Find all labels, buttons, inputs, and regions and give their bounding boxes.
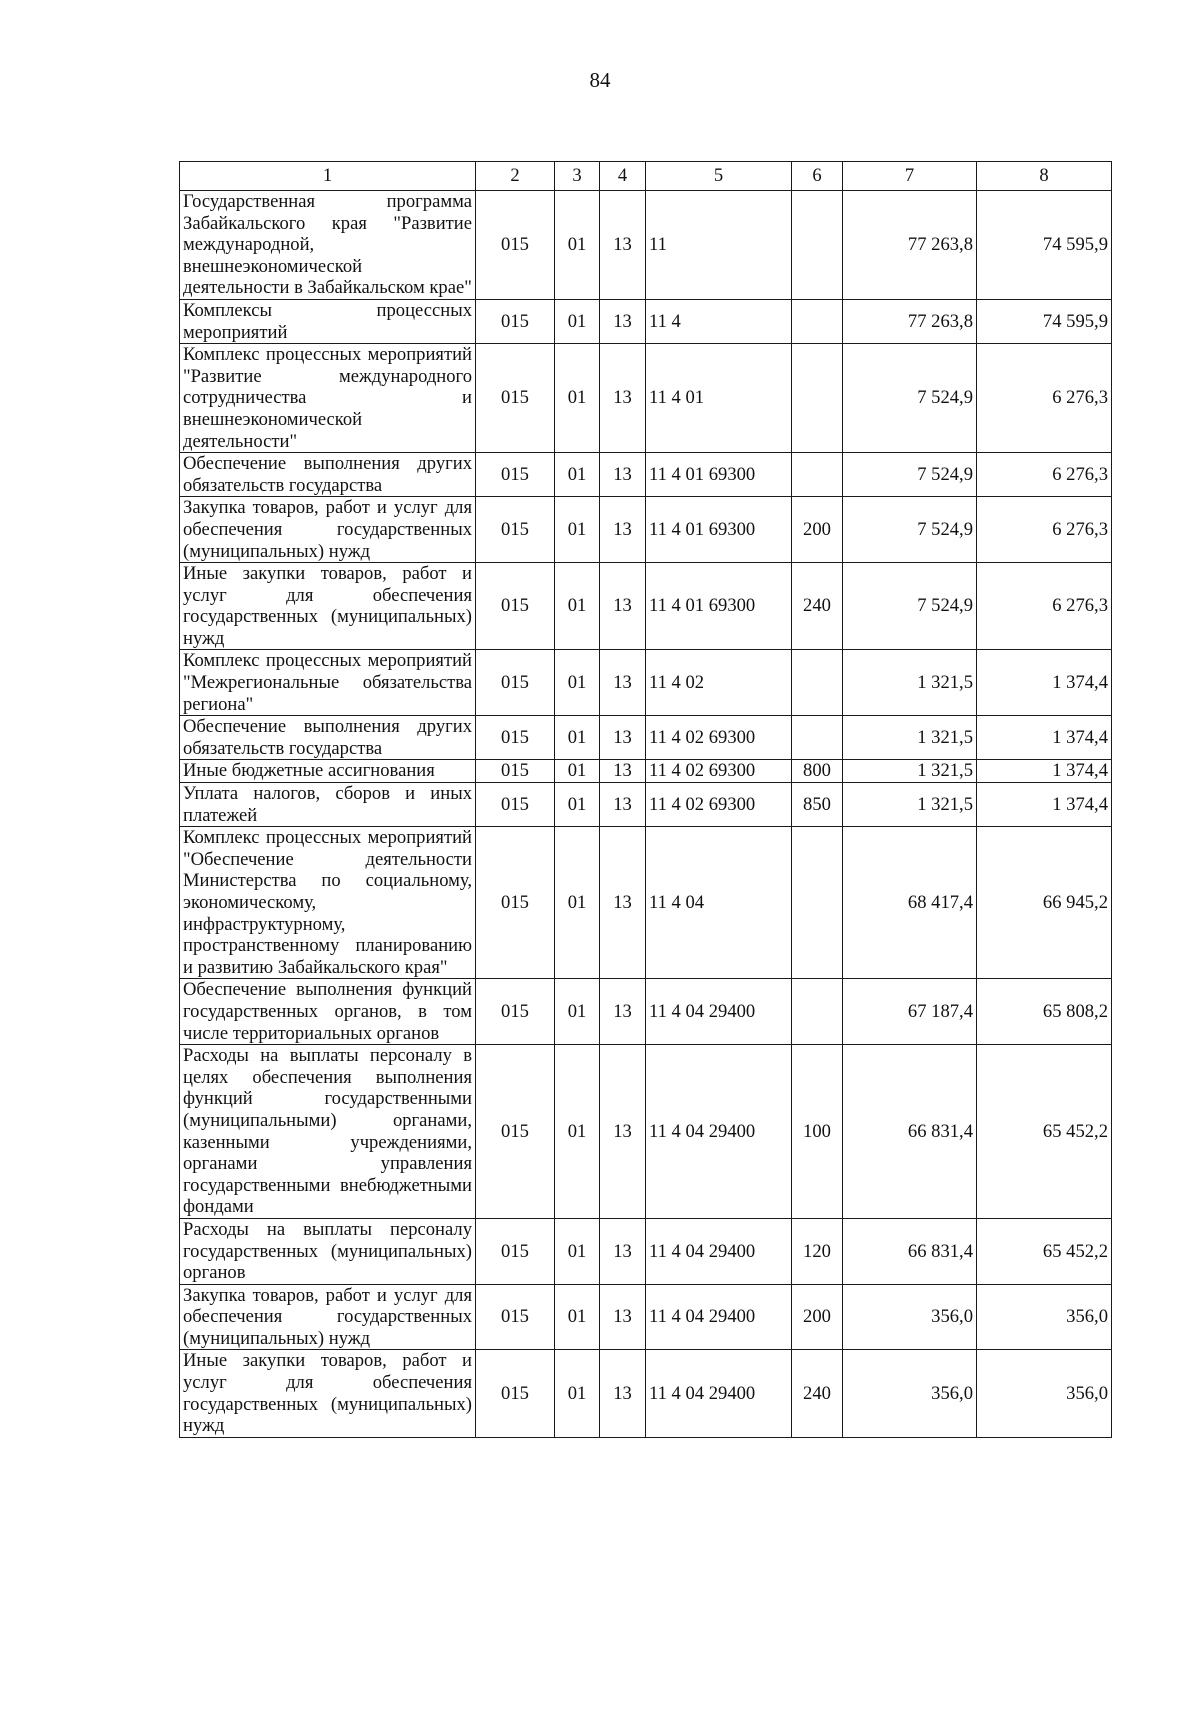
- table-row: [180, 1045, 1112, 1219]
- expense-type-cell: [792, 716, 843, 760]
- target-article-cell: 11 4 02: [646, 650, 792, 716]
- amount-year2-cell: 1 374,4: [977, 716, 1112, 760]
- subsection-code-cell: 13: [600, 191, 646, 300]
- target-article-cell: 11 4 04 29400: [646, 979, 792, 1045]
- expense-type-cell: [792, 299, 843, 343]
- amount-year1-cell: 66 831,4: [843, 1218, 977, 1284]
- amount-year2-cell: 6 276,3: [977, 344, 1112, 453]
- item-name-cell: Иные закупки товаров, работ и услуг для обеспечения государственных (муниципальных) нужд: [180, 563, 476, 650]
- amount-year1-cell: 7 524,9: [843, 563, 977, 650]
- section-code-cell: 01: [555, 497, 600, 563]
- amount-year1-cell: 1 321,5: [843, 783, 977, 827]
- amount-year1-cell: 1 321,5: [843, 716, 977, 760]
- subsection-code-cell: 13: [600, 453, 646, 497]
- section-code-cell: 01: [555, 1350, 600, 1437]
- amount-year1-cell: 1 321,5: [843, 760, 977, 783]
- column-header: 2: [476, 162, 555, 191]
- section-code-cell: 01: [555, 191, 600, 300]
- subsection-code-cell: 13: [600, 979, 646, 1045]
- target-article-cell: 11: [646, 191, 792, 300]
- item-name-cell: Закупка товаров, работ и услуг для обеспечения государственных (муниципальных) нужд: [180, 497, 476, 563]
- subsection-code-cell: 13: [600, 760, 646, 783]
- target-article-cell: 11 4 02 69300: [646, 783, 792, 827]
- amount-year1-cell: 1 321,5: [843, 650, 977, 716]
- item-name-cell: Закупка товаров, работ и услуг для обеспечения государственных (муниципальных) нужд: [180, 1284, 476, 1350]
- expense-type-cell: [792, 827, 843, 979]
- table-row: [180, 1350, 1112, 1437]
- table-row: [180, 453, 1112, 497]
- table-row: [180, 191, 1112, 300]
- ministry-code-cell: 015: [476, 453, 555, 497]
- section-code-cell: 01: [555, 979, 600, 1045]
- target-article-cell: 11 4 02 69300: [646, 760, 792, 783]
- item-name-cell: Расходы на выплаты персоналу в целях обеспечения выполнения функций государственными (муниципальными) органами, казенными учреждениями, органами управления государственными внебюджетными фондами: [180, 1045, 476, 1219]
- ministry-code-cell: 015: [476, 716, 555, 760]
- subsection-code-cell: 13: [600, 1350, 646, 1437]
- table-row: [180, 299, 1112, 343]
- amount-year1-cell: 356,0: [843, 1350, 977, 1437]
- expense-type-cell: 240: [792, 563, 843, 650]
- item-name-cell: Иные закупки товаров, работ и услуг для обеспечения государственных (муниципальных) нужд: [180, 1350, 476, 1437]
- item-name-cell: Обеспечение выполнения других обязательств государства: [180, 716, 476, 760]
- ministry-code-cell: 015: [476, 191, 555, 300]
- ministry-code-cell: 015: [476, 1218, 555, 1284]
- subsection-code-cell: 13: [600, 344, 646, 453]
- amount-year1-cell: 7 524,9: [843, 453, 977, 497]
- section-code-cell: 01: [555, 299, 600, 343]
- table-body: [180, 191, 1112, 1438]
- item-name-cell: Обеспечение выполнения других обязательств государства: [180, 453, 476, 497]
- amount-year1-cell: 66 831,4: [843, 1045, 977, 1219]
- subsection-code-cell: 13: [600, 563, 646, 650]
- table-row: [180, 1284, 1112, 1350]
- target-article-cell: 11 4 02 69300: [646, 716, 792, 760]
- column-header: 8: [977, 162, 1112, 191]
- expense-type-cell: 240: [792, 1350, 843, 1437]
- item-name-cell: Иные бюджетные ассигнования: [180, 760, 476, 783]
- subsection-code-cell: 13: [600, 650, 646, 716]
- subsection-code-cell: 13: [600, 1218, 646, 1284]
- amount-year1-cell: 77 263,8: [843, 299, 977, 343]
- item-name-cell: Комплекс процессных мероприятий "Обеспечение деятельности Министерства по социальному, экономическому, инфраструктурному, пространственному планированию и развитию Забайкальского края": [180, 827, 476, 979]
- column-header: 3: [555, 162, 600, 191]
- amount-year2-cell: 356,0: [977, 1350, 1112, 1437]
- table-row: [180, 716, 1112, 760]
- amount-year2-cell: 65 452,2: [977, 1045, 1112, 1219]
- target-article-cell: 11 4 01 69300: [646, 497, 792, 563]
- amount-year2-cell: 65 452,2: [977, 1218, 1112, 1284]
- table-row: [180, 650, 1112, 716]
- target-article-cell: 11 4 04: [646, 827, 792, 979]
- column-header: 1: [180, 162, 476, 191]
- expense-type-cell: 850: [792, 783, 843, 827]
- table-row: [180, 497, 1112, 563]
- item-name-cell: Расходы на выплаты персоналу государственных (муниципальных) органов: [180, 1218, 476, 1284]
- section-code-cell: 01: [555, 1284, 600, 1350]
- ministry-code-cell: 015: [476, 650, 555, 716]
- table-row: [180, 344, 1112, 453]
- section-code-cell: 01: [555, 716, 600, 760]
- amount-year2-cell: 6 276,3: [977, 497, 1112, 563]
- expense-type-cell: 800: [792, 760, 843, 783]
- table-row: [180, 827, 1112, 979]
- target-article-cell: 11 4: [646, 299, 792, 343]
- section-code-cell: 01: [555, 344, 600, 453]
- subsection-code-cell: 13: [600, 299, 646, 343]
- amount-year1-cell: 7 524,9: [843, 344, 977, 453]
- item-name-cell: Комплекс процессных мероприятий "Развитие международного сотрудничества и внешнеэкономической деятельности": [180, 344, 476, 453]
- column-header: 5: [646, 162, 792, 191]
- table-row: [180, 783, 1112, 827]
- amount-year2-cell: 66 945,2: [977, 827, 1112, 979]
- ministry-code-cell: 015: [476, 1045, 555, 1219]
- target-article-cell: 11 4 01 69300: [646, 563, 792, 650]
- amount-year1-cell: 356,0: [843, 1284, 977, 1350]
- amount-year1-cell: 7 524,9: [843, 497, 977, 563]
- table-row: [180, 979, 1112, 1045]
- amount-year2-cell: 1 374,4: [977, 783, 1112, 827]
- expense-type-cell: 200: [792, 497, 843, 563]
- column-header: 7: [843, 162, 977, 191]
- section-code-cell: 01: [555, 760, 600, 783]
- section-code-cell: 01: [555, 783, 600, 827]
- ministry-code-cell: 015: [476, 563, 555, 650]
- expense-type-cell: [792, 650, 843, 716]
- expense-type-cell: 120: [792, 1218, 843, 1284]
- subsection-code-cell: 13: [600, 827, 646, 979]
- amount-year2-cell: 65 808,2: [977, 979, 1112, 1045]
- target-article-cell: 11 4 04 29400: [646, 1350, 792, 1437]
- target-article-cell: 11 4 04 29400: [646, 1284, 792, 1350]
- expense-type-cell: 200: [792, 1284, 843, 1350]
- target-article-cell: 11 4 01: [646, 344, 792, 453]
- amount-year2-cell: 356,0: [977, 1284, 1112, 1350]
- amount-year2-cell: 1 374,4: [977, 760, 1112, 783]
- item-name-cell: Обеспечение выполнения функций государственных органов, в том числе территориальных органов: [180, 979, 476, 1045]
- amount-year1-cell: 67 187,4: [843, 979, 977, 1045]
- target-article-cell: 11 4 01 69300: [646, 453, 792, 497]
- item-name-cell: Государственная программа Забайкальского края "Развитие международной, внешнеэкономической деятельности в Забайкальском крае": [180, 191, 476, 300]
- table-header-row: [180, 162, 1112, 191]
- expense-type-cell: [792, 979, 843, 1045]
- column-header: 6: [792, 162, 843, 191]
- ministry-code-cell: 015: [476, 299, 555, 343]
- expense-type-cell: [792, 191, 843, 300]
- section-code-cell: 01: [555, 827, 600, 979]
- item-name-cell: Комплексы процессных мероприятий: [180, 299, 476, 343]
- expense-type-cell: [792, 344, 843, 453]
- amount-year2-cell: 74 595,9: [977, 191, 1112, 300]
- ministry-code-cell: 015: [476, 827, 555, 979]
- section-code-cell: 01: [555, 1218, 600, 1284]
- page-number: 84: [589, 68, 611, 92]
- amount-year2-cell: 6 276,3: [977, 563, 1112, 650]
- expense-type-cell: 100: [792, 1045, 843, 1219]
- table-row: [180, 1218, 1112, 1284]
- subsection-code-cell: 13: [600, 497, 646, 563]
- budget-table: [179, 161, 1112, 1438]
- section-code-cell: 01: [555, 1045, 600, 1219]
- expense-type-cell: [792, 453, 843, 497]
- amount-year2-cell: 74 595,9: [977, 299, 1112, 343]
- ministry-code-cell: 015: [476, 979, 555, 1045]
- subsection-code-cell: 13: [600, 1045, 646, 1219]
- amount-year2-cell: 6 276,3: [977, 453, 1112, 497]
- item-name-cell: Уплата налогов, сборов и иных платежей: [180, 783, 476, 827]
- subsection-code-cell: 13: [600, 783, 646, 827]
- amount-year2-cell: 1 374,4: [977, 650, 1112, 716]
- column-header: 4: [600, 162, 646, 191]
- subsection-code-cell: 13: [600, 716, 646, 760]
- ministry-code-cell: 015: [476, 1284, 555, 1350]
- ministry-code-cell: 015: [476, 344, 555, 453]
- section-code-cell: 01: [555, 650, 600, 716]
- section-code-cell: 01: [555, 563, 600, 650]
- ministry-code-cell: 015: [476, 1350, 555, 1437]
- section-code-cell: 01: [555, 453, 600, 497]
- ministry-code-cell: 015: [476, 783, 555, 827]
- amount-year1-cell: 77 263,8: [843, 191, 977, 300]
- amount-year1-cell: 68 417,4: [843, 827, 977, 979]
- subsection-code-cell: 13: [600, 1284, 646, 1350]
- ministry-code-cell: 015: [476, 760, 555, 783]
- ministry-code-cell: 015: [476, 497, 555, 563]
- target-article-cell: 11 4 04 29400: [646, 1218, 792, 1284]
- item-name-cell: Комплекс процессных мероприятий "Межрегиональные обязательства региона": [180, 650, 476, 716]
- table-row: [180, 760, 1112, 783]
- target-article-cell: 11 4 04 29400: [646, 1045, 792, 1219]
- table-row: [180, 563, 1112, 650]
